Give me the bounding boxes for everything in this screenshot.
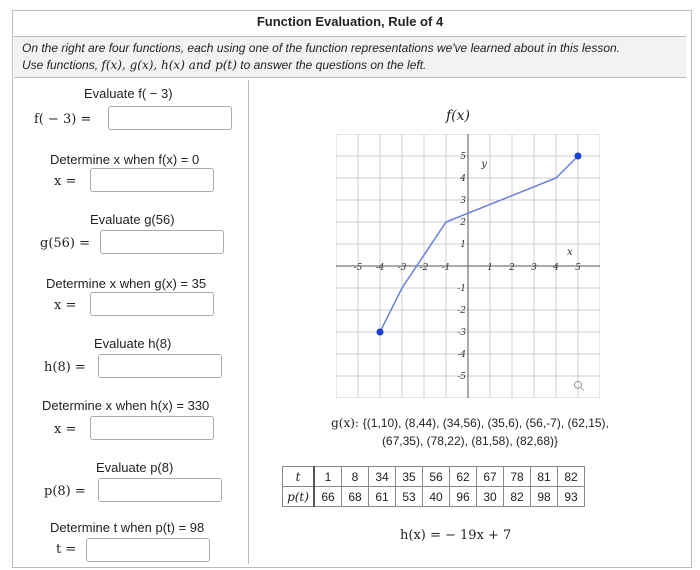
y-axis-label: y xyxy=(481,159,487,170)
p-value-cell: 30 xyxy=(477,487,504,507)
page-title: Function Evaluation, Rule of 4 xyxy=(256,14,444,29)
p-value-cell: 82 xyxy=(504,487,531,507)
p-header: p(t) xyxy=(283,487,315,507)
t-header: t xyxy=(283,467,315,487)
q1-prompt: Evaluate f( − 3) xyxy=(84,86,173,101)
y-tick-label: 3 xyxy=(460,196,466,206)
t-value-cell: 82 xyxy=(558,467,585,487)
q6-lhs: x = xyxy=(54,422,77,437)
p-value-cell: 40 xyxy=(423,487,450,507)
q7-lhs: p(8) = xyxy=(44,484,86,499)
t-value-cell: 67 xyxy=(477,467,504,487)
y-tick-label: -5 xyxy=(457,372,466,382)
f-endpoint-dot xyxy=(377,329,384,336)
g-set xyxy=(310,414,630,450)
x-tick-label: 1 xyxy=(487,263,493,273)
y-tick-label: -2 xyxy=(457,306,466,316)
q1-answer-input[interactable] xyxy=(108,106,232,130)
p-table-p-row xyxy=(283,487,585,507)
g-label: g(x): xyxy=(331,416,363,430)
g-pairs-1: {(1,10), (8,44), (34,56), (35,6), (56,-7), (62,15), xyxy=(362,416,609,430)
t-value-cell: 8 xyxy=(342,467,369,487)
p-table xyxy=(282,466,585,507)
questions-panel xyxy=(14,80,249,564)
q5-prompt: Evaluate h(8) xyxy=(94,336,172,351)
q8-prompt: Determine t when p(t) = 98 xyxy=(50,520,205,535)
intro-function-list: f(x), g(x), h(x) and p(t) xyxy=(101,58,237,72)
t-value-cell: 35 xyxy=(396,467,423,487)
q4-prompt: Determine x when g(x) = 35 xyxy=(46,276,207,291)
q4-answer-input[interactable] xyxy=(90,292,214,316)
t-value-cell: 62 xyxy=(450,467,477,487)
y-tick-label: 5 xyxy=(460,152,466,162)
intro-line-1: On the right are four functions, each using one of the function representations we've learned about in this lesson. xyxy=(22,41,620,55)
x-tick-label: -4 xyxy=(375,263,385,273)
p-value-cell: 61 xyxy=(369,487,396,507)
f-graph xyxy=(336,134,600,398)
y-tick-label: 1 xyxy=(460,240,466,250)
q3-lhs: g(56) = xyxy=(40,236,91,251)
q7-prompt: Evaluate p(8) xyxy=(96,460,174,475)
q2-lhs: x = xyxy=(54,174,77,189)
p-value-cell: 53 xyxy=(396,487,423,507)
functions-panel xyxy=(250,80,686,564)
x-tick-label: 4 xyxy=(553,263,559,273)
p-table-t-row xyxy=(283,467,585,487)
q5-answer-input[interactable] xyxy=(98,354,222,378)
x-tick-label: -3 xyxy=(397,263,407,273)
intro-line-2 xyxy=(22,57,678,74)
intro-line-2-pre: Use functions, xyxy=(22,58,102,72)
q6-answer-input[interactable] xyxy=(90,416,214,440)
q4-lhs: x = xyxy=(54,298,77,313)
g-set-line-1 xyxy=(310,414,630,432)
x-axis-label: x xyxy=(567,247,573,258)
q1-lhs: f( − 3) = xyxy=(34,112,92,127)
q8-lhs: t = xyxy=(56,542,77,557)
x-tick-label: -1 xyxy=(441,263,451,273)
y-tick-label: -4 xyxy=(457,350,466,360)
t-value-cell: 1 xyxy=(314,467,342,487)
g-set-line-2: (67,35), (78,22), (81,58), (82,68)} xyxy=(381,434,559,448)
x-tick-label: -5 xyxy=(353,263,363,273)
y-tick-label: -1 xyxy=(457,284,466,294)
q2-prompt: Determine x when f(x) = 0 xyxy=(50,152,200,167)
p-value-cell: 98 xyxy=(531,487,558,507)
y-tick-label: 4 xyxy=(460,174,466,184)
intro-line-2-post: to answer the questions on the left. xyxy=(236,58,427,72)
q3-answer-input[interactable] xyxy=(100,230,224,254)
q5-lhs: h(8) = xyxy=(44,360,86,375)
q3-prompt: Evaluate g(56) xyxy=(90,212,175,227)
x-tick-label: 5 xyxy=(575,263,581,273)
y-tick-label: 2 xyxy=(460,218,466,228)
y-tick-label: -3 xyxy=(457,328,466,338)
t-value-cell: 56 xyxy=(423,467,450,487)
intro-text xyxy=(14,36,686,78)
q8-answer-input[interactable] xyxy=(86,538,210,562)
p-value-cell: 96 xyxy=(450,487,477,507)
x-tick-label: -2 xyxy=(419,263,429,273)
t-value-cell: 78 xyxy=(504,467,531,487)
p-value-cell: 68 xyxy=(342,487,369,507)
p-value-cell: 66 xyxy=(314,487,342,507)
q6-prompt: Determine x when h(x) = 330 xyxy=(42,398,210,413)
x-tick-label: 3 xyxy=(531,263,537,273)
q2-answer-input[interactable] xyxy=(90,168,214,192)
h-equation: h(x) = − 19x + 7 xyxy=(400,528,512,543)
f-endpoint-dot xyxy=(575,153,582,160)
x-tick-label: 2 xyxy=(509,263,515,273)
q7-answer-input[interactable] xyxy=(98,478,222,502)
magnifier-icon-handle xyxy=(581,387,585,391)
t-value-cell: 34 xyxy=(369,467,396,487)
t-value-cell: 81 xyxy=(531,467,558,487)
graph-title: f(x) xyxy=(446,108,471,124)
p-value-cell: 93 xyxy=(558,487,585,507)
